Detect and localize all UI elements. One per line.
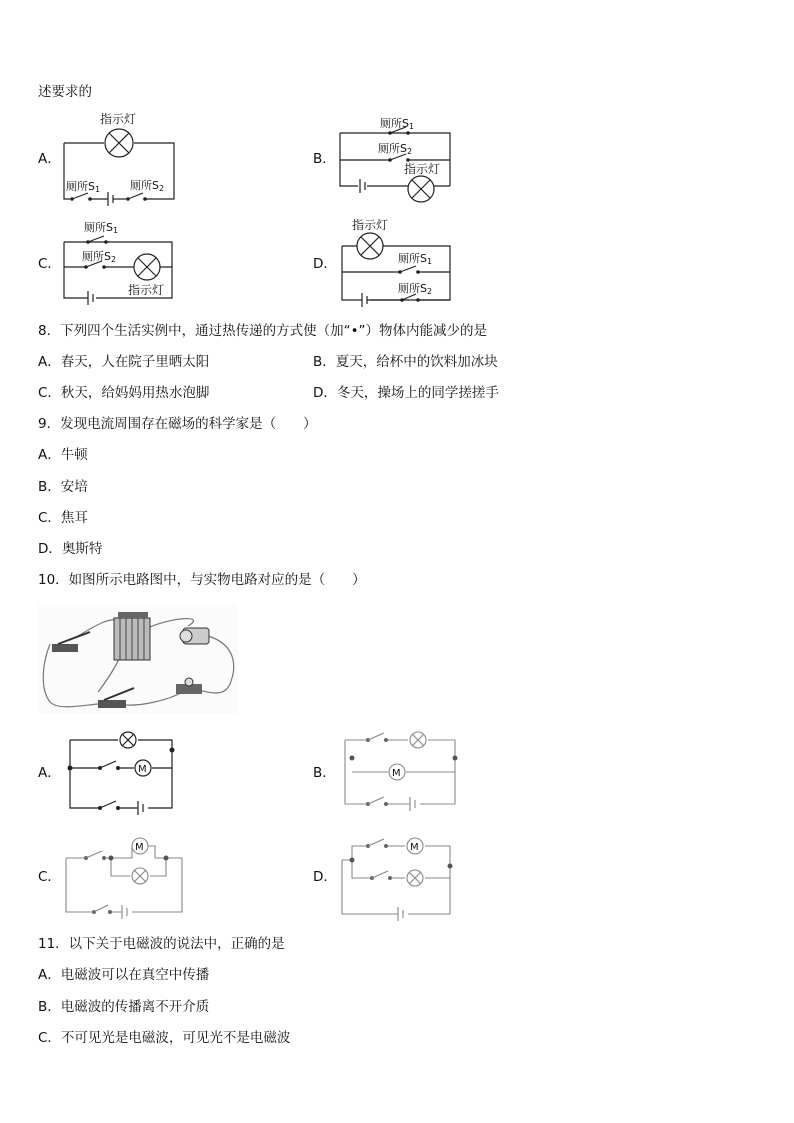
q7d-s2-label: 厕所S2 [398,282,433,296]
q7b-lamp-label: 指示灯 [404,162,441,176]
q10-stem: 10．如图所示电路图中，与实物电路对应的是（ ） [38,572,366,588]
q10-option-a-letter[interactable]: A． [38,765,61,781]
q10-option-d-letter[interactable]: D． [313,869,337,885]
q9-stem: 9．发现电流周围存在磁场的科学家是（ ） [38,416,317,432]
q8-option-b[interactable]: B．夏天，给杯中的饮料加冰块 [313,354,498,370]
motor-icon: M [410,842,419,853]
q7-option-b-letter[interactable]: B． [313,151,336,167]
motor-icon: M [138,764,147,775]
q11-option-c[interactable]: C．不可见光是电磁波，可见光不是电磁波 [38,1030,291,1046]
q7c-lamp-label: 指示灯 [128,283,165,297]
q9-option-a[interactable]: A．牛顿 [38,447,88,463]
q9-option-b[interactable]: B．安培 [38,479,88,495]
q7a-s2-label: 厕所S2 [130,179,165,193]
q7-option-c-letter[interactable]: C． [38,256,61,272]
q7-option-a-letter[interactable]: A． [38,151,61,167]
q9-option-d[interactable]: D．奥斯特 [38,541,103,557]
q8-option-c[interactable]: C．秋天，给妈妈用热水泡脚 [38,385,210,401]
q7a-s1-label: 厕所S1 [66,180,101,194]
q9-option-c[interactable]: C．焦耳 [38,510,88,526]
q7c-s2-label: 厕所S2 [82,250,117,264]
q7d-s1-label: 厕所S1 [398,252,433,266]
q8-option-d[interactable]: D．冬天，操场上的同学搓搓手 [313,385,499,401]
q7a-lamp-label: 指示灯 [100,112,137,126]
q11-option-a[interactable]: A．电磁波可以在真空中传播 [38,967,210,983]
continued-text: 述要求的 [38,84,92,100]
q7-option-d-letter[interactable]: D． [313,256,337,272]
q10-option-c-letter[interactable]: C． [38,869,61,885]
q7b-s2-label: 厕所S2 [378,142,413,156]
q8-option-a[interactable]: A．春天，人在院子里晒太阳 [38,354,210,370]
motor-icon: M [135,842,144,853]
motor-icon: M [392,768,401,779]
q7b-s1-label: 厕所S1 [380,117,415,131]
q11-option-b[interactable]: B．电磁波的传播离不开介质 [38,999,210,1015]
q7d-lamp-label: 指示灯 [352,218,389,232]
q8-stem: 8．下列四个生活实例中，通过热传递的方式使（加“•”）物体内能减少的是 [38,323,488,339]
q7c-s1-label: 厕所S1 [84,221,119,235]
q11-stem: 11．以下关于电磁波的说法中，正确的是 [38,936,285,952]
q10-option-b-letter[interactable]: B． [313,765,336,781]
